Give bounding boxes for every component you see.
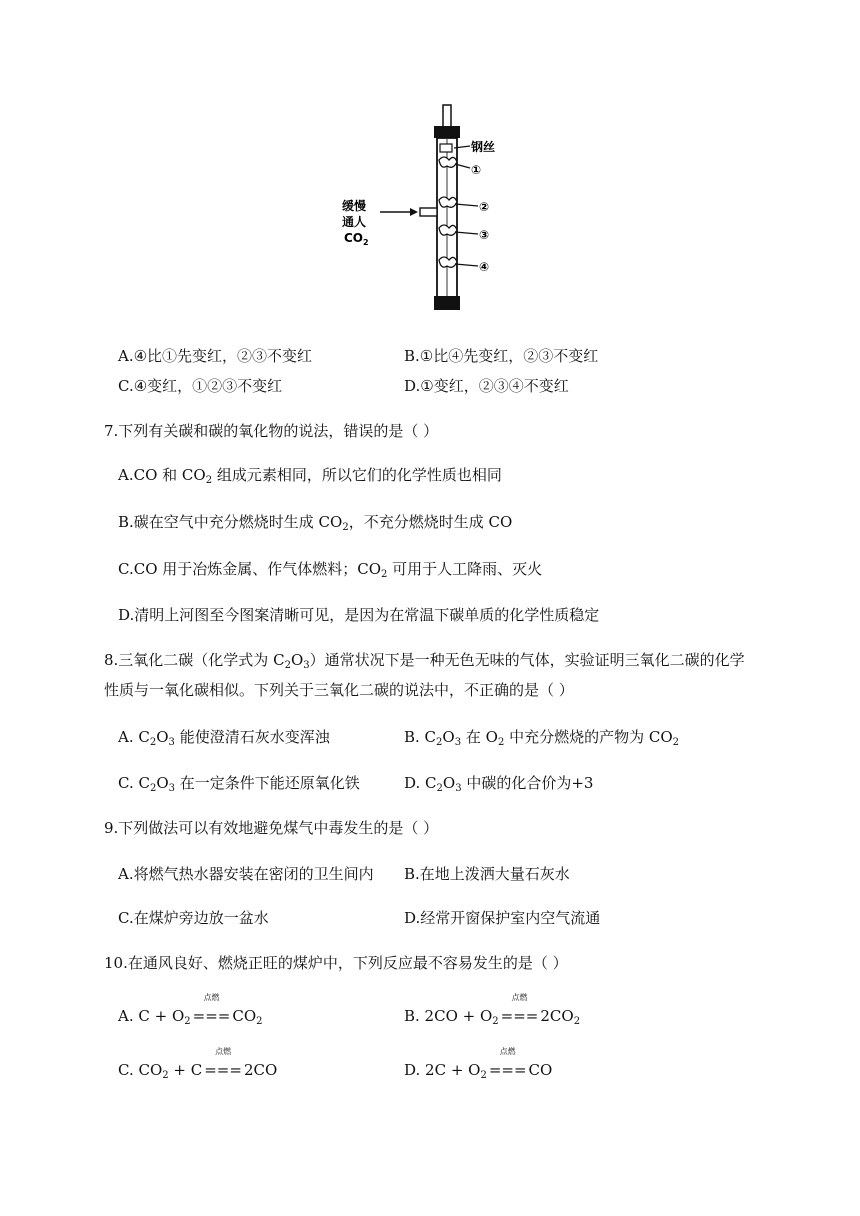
mark-1: ①: [471, 163, 482, 177]
q8-stem-line1: 8.三氧化二碳（化学式为 $C_2O_3$）通常状况下是一种无色无味的气体，实验证明三氧化二碳的化学: [104, 651, 745, 671]
wire-label: 钢丝: [471, 140, 496, 154]
mark-3: ③: [479, 228, 490, 242]
q8-option-a[interactable]: A. $C_2O_3$ 能使澄清石灰水变浑浊: [118, 728, 330, 748]
q9-stem: 9.下列做法可以有效地避免煤气中毒发生的是（ ）: [104, 819, 439, 837]
mark-2: ②: [479, 200, 490, 214]
q6-option-c[interactable]: C.④变红，①②③不变红: [118, 377, 283, 395]
q7-option-c[interactable]: C.CO 用于冶炼金属、作气体燃料；$CO_2$ 可用于人工降雨、灭火: [118, 560, 543, 580]
inlet-label-2: 通人: [342, 215, 367, 229]
mark-4: ④: [479, 260, 490, 274]
q9-option-d[interactable]: D.经常开窗保护室内空气流通: [404, 909, 601, 927]
q7-option-a[interactable]: A.CO 和 $CO_2$ 组成元素相同，所以它们的化学性质也相同: [118, 466, 502, 486]
q9-option-c[interactable]: C.在煤炉旁边放一盆水: [118, 909, 269, 927]
q10-option-a[interactable]: A. $C + O_2$ 点燃 === $CO_2$: [118, 993, 263, 1027]
q7-stem: 7.下列有关碳和碳的氧化物的说法，错误的是（ ）: [104, 422, 439, 440]
q8-option-d[interactable]: D. $C_2O_3$ 中碳的化合价为+3: [404, 774, 594, 794]
q10-option-d[interactable]: D. $2C + O_2$ 点燃 === CO: [404, 1047, 553, 1081]
inlet-label-3: $CO_2$: [344, 231, 369, 247]
q6-option-d[interactable]: D.①变红，②③④不变红: [404, 377, 569, 395]
co2-tube-figure: [330, 100, 530, 330]
q9-option-a[interactable]: A.将燃气热水器安装在密闭的卫生间内: [118, 865, 374, 883]
q9-option-b[interactable]: B.在地上泼洒大量石灰水: [404, 865, 570, 883]
inlet-label-1: 缓慢: [342, 199, 367, 213]
q8-option-c[interactable]: C. $C_2O_3$ 在一定条件下能还原氧化铁: [118, 774, 360, 794]
q7-option-d[interactable]: D.清明上河图至今图案清晰可见，是因为在常温下碳单质的化学性质稳定: [118, 606, 600, 624]
q6-option-b[interactable]: B.①比④先变红，②③不变红: [404, 347, 599, 365]
q7-option-b[interactable]: B.碳在空气中充分燃烧时生成 $CO_2$，不充分燃烧时生成 CO: [118, 513, 513, 533]
q8-stem-line2: 性质与一氧化碳相似。下列关于三氧化二碳的说法中，不正确的是（ ）: [104, 681, 574, 699]
q8-option-b[interactable]: B. $C_2O_3$ 在 $O_2$ 中充分燃烧的产物为 $CO_2$: [404, 728, 680, 748]
q10-stem: 10.在通风良好、燃烧正旺的煤炉中，下列反应最不容易发生的是（ ）: [104, 954, 568, 972]
q10-option-c[interactable]: C. $CO_2 + C$ 点燃 === 2CO: [118, 1047, 278, 1081]
q10-option-b[interactable]: B. $2CO + O_2$ 点燃 === $2CO_2$: [404, 993, 581, 1027]
q6-option-a[interactable]: A.④比①先变红，②③不变红: [118, 347, 313, 365]
